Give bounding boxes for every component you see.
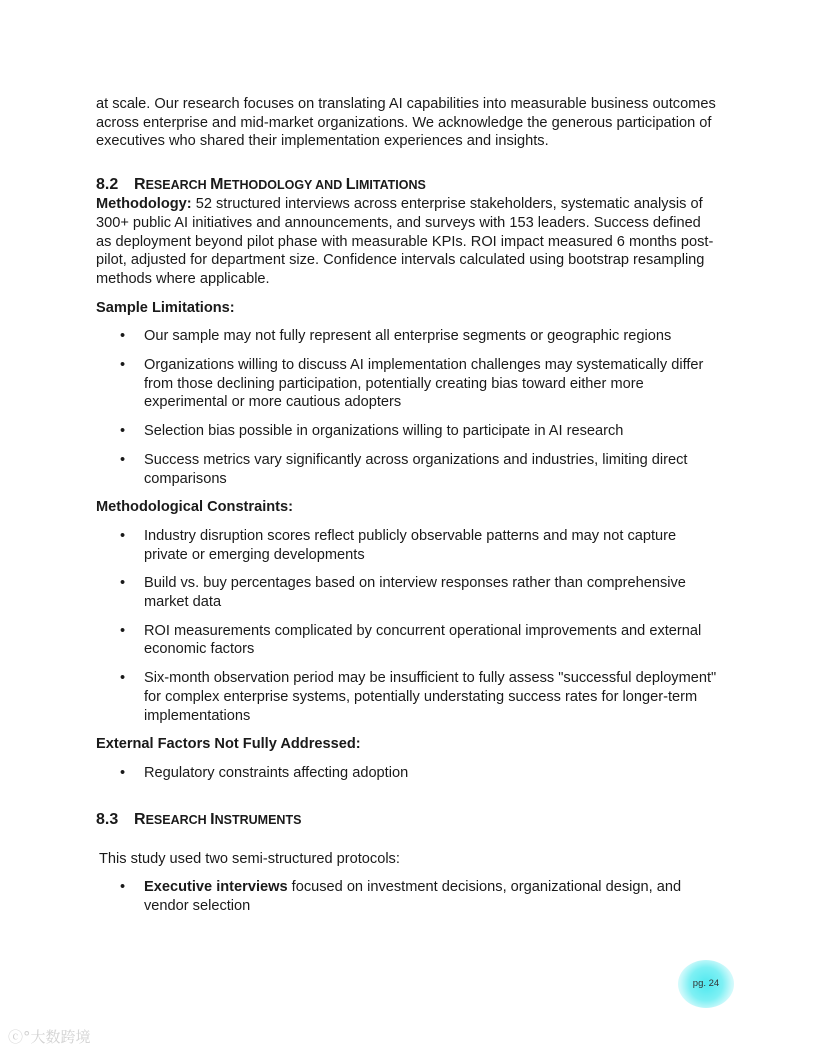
instruments-list [96,878,720,915]
methodological-constraints-list [96,527,720,725]
list-item: • Success metrics vary significantly across organizations and industries, limiting direct comparisons [120,451,688,487]
watermark [8,1028,91,1047]
list-item: • Six-month observation period may be insufficient to fully assess "successful deployment" for complex enterprise systems, potentially understating success rates for longer-term implementations [120,670,717,724]
list-item: • Our sample may not fully represent all enterprise segments or geographic regions [120,328,672,345]
list-item: • Build vs. buy percentages based on interview responses rather than comprehensive market data [120,575,686,611]
list-item: • Selection bias possible in organizations willing to participate in AI research [120,423,624,440]
methodology-label: Methodology: [96,196,192,213]
list-item: • Organizations willing to discuss AI implementation challenges may systematically differ from those declining participation, potentially creating bias toward either more experimental or more cautious adopters [120,357,704,411]
methodology-paragraph [96,195,720,289]
sample-limitations-heading: Sample Limitations: [96,299,235,316]
page-number-badge [678,960,734,1008]
external-factors-heading: External Factors Not Fully Addressed: [96,736,361,753]
watermark-logo-icon: ⓒ° [8,1028,31,1046]
document-body [96,95,720,916]
methodological-constraints-heading: Methodological Constraints: [96,499,294,516]
watermark-text: 大数跨境 [30,1028,91,1046]
section-number: 8.2 [96,176,119,194]
list-item: • Executive interviews focused on investment decisions, organizational design, and vendor selection [120,879,682,915]
section-number: 8.3 [96,810,119,828]
methodology-text: 52 structured interviews across enterprise stakeholders, systematic analysis of 300+ public AI initiatives and announcements, and surveys with 153 leaders. Success defined as deployment beyond pilot phase with measurable KPIs. ROI impact measured 6 months post-pilot, adjusted for department size. Confidence intervals calculated using bootstrap resampling methods where applicable. [96,196,714,287]
instruments-intro: This study used two semi-structured protocols: [99,850,400,867]
sample-limitations-list [96,327,720,488]
page-number: pg. 24 [692,977,720,989]
section-8-3-heading: 8.3 RESEARCH INSTRUMENTS [96,810,302,828]
external-factors-list [96,764,720,783]
list-item: • ROI measurements complicated by concurrent operational improvements and external economic factors [120,622,702,658]
list-item: • Regulatory constraints affecting adoption [120,764,409,781]
section-8-2-heading: 8.2 RESEARCH METHODOLOGY AND LIMITATIONS [96,176,426,194]
list-item: • Industry disruption scores reflect publicly observable patterns and may not capture private or emerging developments [120,527,677,563]
intro-paragraph: at scale. Our research focuses on translating AI capabilities into measurable business outcomes across enterprise and mid-market organizations. We acknowledge the generous participation of executives who shared their implementation experiences and insights. [96,96,716,150]
